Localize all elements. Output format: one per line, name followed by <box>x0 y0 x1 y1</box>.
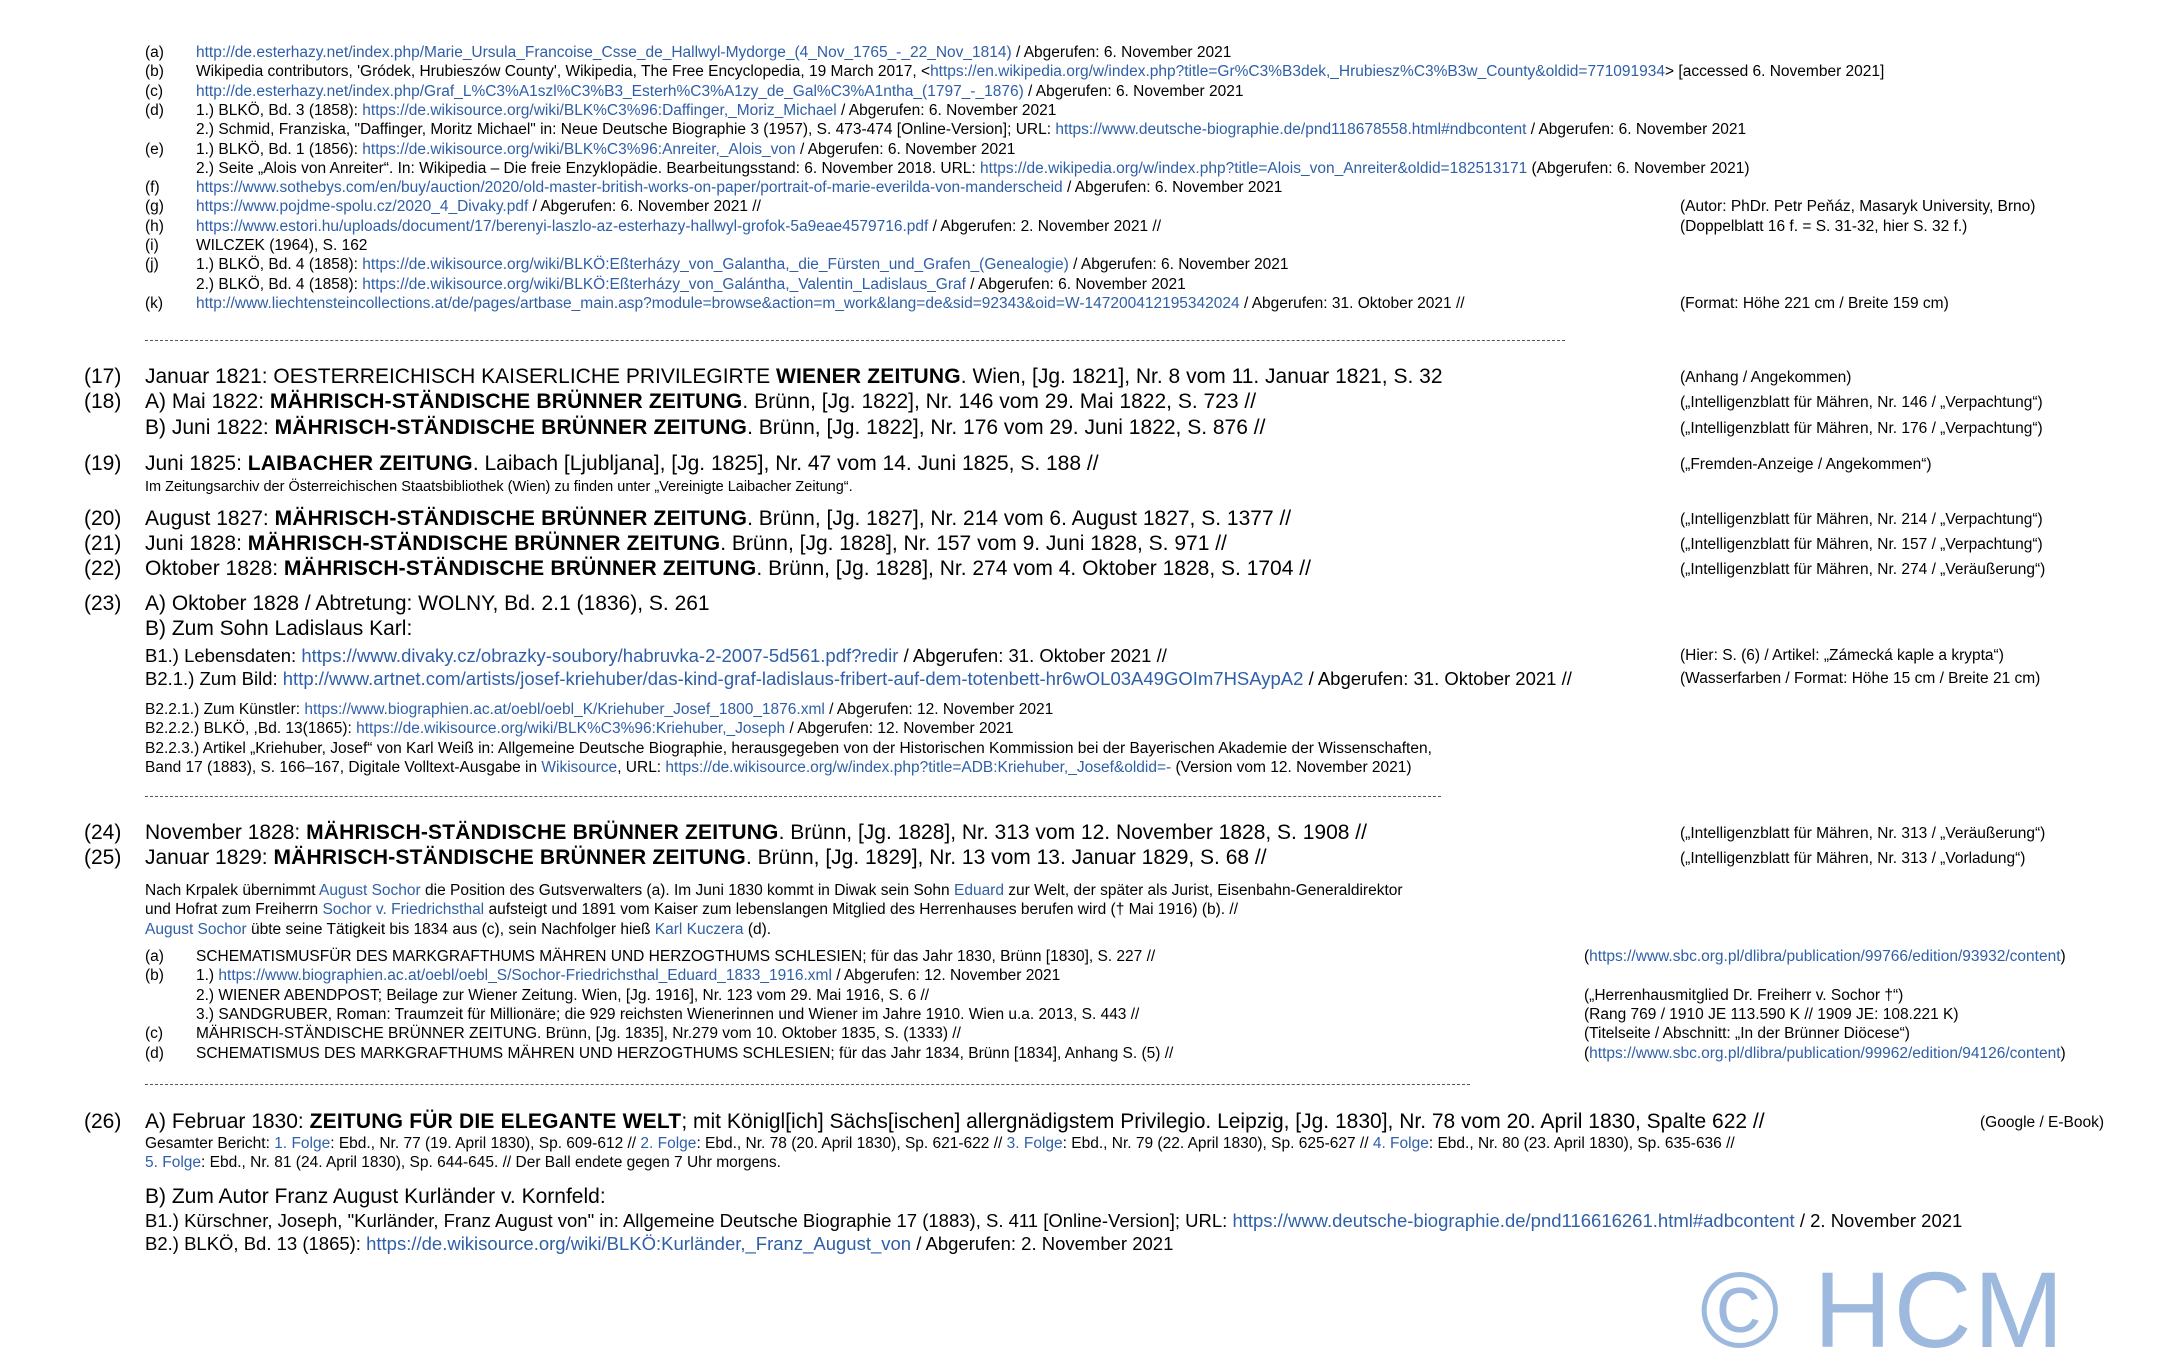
text-run: übte seine Tätigkeit bis 1834 aus (c), sein Nachfolger hieß <box>246 920 655 938</box>
entry-number: (26) <box>84 1110 122 1133</box>
text-run: die Position des Gutsverwalters (a). Im Juni 1830 kommt in Diwak sein Sohn <box>420 882 954 899</box>
footnote-line <box>196 217 1161 236</box>
footnote-line <box>196 120 1746 139</box>
entry-right-note: (Wasserfarben / Format: Höhe 15 cm / Breite 21 cm) <box>1680 670 2041 687</box>
text-run: B2.) BLKÖ, Bd. 13 (1865): <box>145 1233 367 1254</box>
text-run: A) Februar 1830: <box>145 1110 310 1133</box>
text-run: / Abgerufen: 12. November 2021 <box>824 701 1054 718</box>
text-run: Band 17 (1883), S. 166–167, Digitale Volltext-Ausgabe in <box>145 758 542 776</box>
entry-line <box>145 531 1227 557</box>
text-run: / 2. November 2021 <box>1794 1210 1963 1231</box>
entry-right-note: (Anhang / Angekommen) <box>1680 369 1852 386</box>
footnote-line <box>196 275 1186 294</box>
entry-small-line <box>145 758 1412 777</box>
text-run: Nach Krpalek übernimmt <box>145 882 320 899</box>
footnote-right-note: (Autor: PhDr. Petr Peňáz, Masaryk University, Brno) <box>1680 198 2036 216</box>
text-run: . Brünn, [Jg. 1828], Nr. 157 vom 9. Juni 1828, S. 971 // <box>720 532 1227 555</box>
text-run: B2.2.1.) Zum Künstler: <box>145 701 305 718</box>
hyperlink[interactable]: Wikisource <box>541 758 618 776</box>
entry-right-note: (Hier: S. (6) / Artikel: „Zámecká kaple a krypta“) <box>1680 647 2004 664</box>
text-run: / Abgerufen: 6. November 2021 <box>1068 256 1289 274</box>
note-entry-19: Im Zeitungsarchiv der Österreichischen Staatsbibliothek (Wien) zu finden unter „Vereinigte Laibacher Zeitung“. <box>145 479 853 495</box>
hyperlink[interactable]: 4. Folge <box>1372 1135 1429 1152</box>
entry-subline <box>145 1231 1173 1257</box>
text-run: („Herrenhausmitglied Dr. Freiherr v. Sochor †“) <box>1584 986 1904 1004</box>
text-run: zur Welt, der später als Jurist, Eisenbahn-Generaldirektor <box>1003 882 1403 899</box>
newspaper-title: LAIBACHER ZEITUNG <box>247 452 473 475</box>
newspaper-title: MÄHRISCH-STÄNDISCHE BRÜNNER ZEITUNG <box>283 557 757 580</box>
entry-right-note: („Intelligenzblatt für Mähren, Nr. 214 / „Verpachtung“) <box>1680 511 2043 528</box>
text-run: WILCZEK (1964), S. 162 <box>196 237 368 254</box>
hyperlink[interactable]: https://de.wikisource.org/wiki/BLKÖ:Eßterházy_von_Galántha,_Valentin_Ladislaus_Graf <box>362 275 966 293</box>
text-run: 3.) SANDGRUBER, Roman: Traumzeit für Millionäre; die 929 reichsten Wienerinnen und Wiener im Jahre 1910. Wien u.a. 2013, S. 443 // <box>196 1005 1140 1023</box>
text-run: ) <box>2060 1044 2066 1062</box>
text-run: ) <box>2060 948 2066 965</box>
hyperlink[interactable]: https://www.estori.hu/uploads/document/17/berenyi-laszlo-az-esterhazy-hallwyl-grofok-5a9eae4579716.pdf <box>196 217 929 235</box>
text-run: A) Mai 1822: <box>145 390 270 413</box>
footnote-right-note <box>1584 986 1903 1005</box>
hyperlink[interactable]: 1. Folge <box>274 1135 331 1152</box>
entry-line <box>145 415 1265 441</box>
hyperlink[interactable]: https://www.biographien.ac.at/oebl/oebl_K/Kriehuber_Josef_1800_1876.xml <box>304 701 825 718</box>
entry-right-note: („Intelligenzblatt für Mähren, Nr. 146 / „Verpachtung“) <box>1680 394 2043 411</box>
paragraph-line <box>145 920 771 939</box>
text-run: / Abgerufen: 2. November 2021 // <box>928 217 1162 235</box>
hyperlink[interactable]: August Sochor <box>319 882 421 899</box>
text-run: (Version vom 12. November 2021) <box>1171 758 1412 776</box>
hyperlink[interactable]: Eduard <box>953 882 1004 899</box>
hcm-watermark: © HCM <box>1700 1249 2066 1370</box>
text-run: . Brünn, [Jg. 1822], Nr. 146 vom 29. Mai 1822, S. 723 // <box>742 390 1257 413</box>
footnote-label: (g) <box>145 198 164 216</box>
text-run: SCHEMATISMUS DES MARKGRAFTHUMS MÄHREN UND HERZOGTHUMS SCHLESIEN; für das Jahr 1834, Brünn [1834], Anhang S. (5) // <box>196 1044 1174 1062</box>
text-run: . Brünn, [Jg. 1822], Nr. 176 vom 29. Juni 1822, S. 876 // <box>747 416 1266 439</box>
text-run: und Hofrat zum Freiherrn <box>145 901 323 919</box>
text-run: B2.2.3.) Artikel „Kriehuber, Josef“ von Karl Weiß in: Allgemeine Deutsche Biographie, herausgegeben von der Historischen Kommission bei der Bayerischen Akademie der Wissenschaften, <box>145 739 1432 757</box>
entry-line <box>145 616 412 642</box>
entry-line <box>145 451 1099 477</box>
footnote-line <box>196 947 1155 966</box>
hyperlink[interactable]: 3. Folge <box>1006 1135 1063 1152</box>
footnote-line <box>196 140 1015 159</box>
text-run: . Brünn, [Jg. 1828], Nr. 274 vom 4. Oktober 1828, S. 1704 // <box>756 557 1311 580</box>
footnote-right-note <box>1584 1044 2066 1063</box>
hyperlink[interactable]: Karl Kuczera <box>654 920 744 938</box>
hyperlink[interactable]: https://www.sothebys.com/en/buy/auction/2020/old-master-british-works-on-paper/portrait-of-marie-everilda-von-manderscheid <box>196 179 1063 197</box>
entry-small-line <box>145 719 1014 738</box>
entry-right-note: („Intelligenzblatt für Mähren, Nr. 176 / „Verpachtung“) <box>1680 420 2043 437</box>
hyperlink[interactable]: http://de.esterhazy.net/index.php/Marie_Ursula_Francoise_Csse_de_Hallwyl-Mydorge_(4_Nov_1765_-_22_Nov_1814) <box>196 44 1012 61</box>
text-run: SCHEMATISMUSFÜR DES MARKGRAFTHUMS MÄHREN UND HERZOGTHUMS SCHLESIEN; für das Jahr 1830, Brünn [1830], S. 227 // <box>196 948 1156 965</box>
text-run: / Abgerufen: 6. November 2021 <box>795 140 1016 158</box>
footnote-label: (b) <box>145 63 164 81</box>
text-run: . Brünn, [Jg. 1829], Nr. 13 vom 13. Januar 1829, S. 68 // <box>745 846 1267 869</box>
footnote-label: (d) <box>145 1044 164 1062</box>
text-run: 1.) <box>196 967 219 985</box>
text-run: . Laibach [Ljubljana], [Jg. 1825], Nr. 47 vom 14. Juni 1825, S. 188 // <box>472 452 1099 475</box>
text-run: 2.) Seite „Alois von Anreiter“. In: Wikipedia – Die freie Enzyklopädie. Bearbeitungsstand: 6. November 2018. URL: <box>196 159 981 177</box>
text-run: / Abgerufen: 12. November 2021 <box>831 967 1061 985</box>
entry-subline <box>145 1208 1962 1234</box>
footnote-label: (a) <box>145 44 164 61</box>
footnote-right-note: (Doppelblatt 16 f. = S. 31-32, hier S. 32 f.) <box>1680 217 1968 235</box>
footnote-right-note: (Format: Höhe 221 cm / Breite 159 cm) <box>1680 294 1949 312</box>
entry-right-note: (Google / E-Book) <box>1980 1114 2105 1131</box>
text-run: (Rang 769 / 1910 JE 113.590 K // 1909 JE: 108.221 K) <box>1584 1005 1959 1023</box>
text-run: . Brünn, [Jg. 1827], Nr. 214 vom 6. August 1827, S. 1377 // <box>747 507 1292 530</box>
entry-number: (18) <box>84 390 122 413</box>
text-run: / Abgerufen: 31. Oktober 2021 // <box>1303 668 1572 689</box>
text-run: / Abgerufen: 31. Oktober 2021 // <box>898 645 1167 666</box>
footnote-line <box>196 966 1060 985</box>
text-run: Wikipedia contributors, 'Gródek, Hrubieszów County', Wikipedia, The Free Encyclopedia, 19 March 2017, < <box>196 63 931 81</box>
footnote-label: (a) <box>145 948 164 965</box>
text-run: / Abgerufen: 12. November 2021 <box>785 720 1014 738</box>
text-run: (Titelseite / Abschnitt: „In der Brünner Diöcese“) <box>1584 1025 1910 1043</box>
footnote-line <box>196 159 1750 178</box>
text-run: : Ebd., Nr. 78 (20. April 1830), Sp. 621-622 // <box>696 1135 1007 1152</box>
text-run: 1.) BLKÖ, Bd. 3 (1858): <box>196 101 363 119</box>
entry-number: (20) <box>84 507 122 530</box>
text-run: 2.) WIENER ABENDPOST; Beilage zur Wiener Zeitung. Wien, [Jg. 1916], Nr. 123 vom 29. Mai 1916, S. 6 // <box>196 986 930 1004</box>
text-run: (Abgerufen: 6. November 2021) <box>1527 159 1750 177</box>
footnote-right-note <box>1584 1024 1910 1043</box>
text-run: / Abgerufen: 6. November 2021 <box>1062 179 1283 197</box>
footnote-line <box>196 236 367 255</box>
entry-subline <box>145 643 1167 669</box>
entry-number: (23) <box>84 592 122 615</box>
hyperlink[interactable]: https://de.wikipedia.org/w/index.php?title=Alois_von_Anreiter&oldid=182513171 <box>980 159 1528 177</box>
newspaper-title: MÄHRISCH-STÄNDISCHE BRÜNNER ZEITUNG <box>273 846 746 869</box>
newspaper-title: MÄHRISCH-STÄNDISCHE BRÜNNER ZEITUNG <box>269 390 743 413</box>
entry-number: (24) <box>84 821 122 844</box>
footnote-line <box>196 1024 961 1043</box>
footnote-line <box>196 986 929 1005</box>
text-run: Juni 1828: <box>145 532 248 555</box>
entry-subline <box>145 666 1572 692</box>
entry-right-note: („Intelligenzblatt für Mähren, Nr. 157 / „Verpachtung“) <box>1680 536 2043 553</box>
text-run: B1.) Kürschner, Joseph, "Kurländer, Franz August von" in: Allgemeine Deutsche Biographie 17 (1883), S. 411 [Online-Version]; URL: <box>145 1210 1233 1231</box>
entry-line <box>145 820 1367 846</box>
text-run: Gesamter Bericht: <box>145 1135 275 1152</box>
text-run: ( <box>1584 948 1590 965</box>
paragraph-line <box>145 881 1403 900</box>
text-run: B) Zum Sohn Ladislaus Karl: <box>145 617 413 640</box>
hyperlink[interactable]: https://de.wikisource.org/wiki/BLKÖ:Eßterházy_von_Galantha,_die_Fürsten_und_Grafen_(Genealogie) <box>362 256 1069 274</box>
text-run: : Ebd., Nr. 81 (24. April 1830), Sp. 644-645. // Der Ball endete gegen 7 Uhr morgens. <box>201 1154 781 1172</box>
text-run: aufsteigt und 1891 vom Kaiser zum lebenslangen Mitglied des Herrenhauses berufen wird († Mai 1916) (b). // <box>484 901 1239 919</box>
text-run: Januar 1821: OESTERREICHISCH KAISERLICHE PRIVILEGIRTE <box>145 365 776 388</box>
footnote-label: (h) <box>145 217 164 235</box>
text-run: Juni 1825: <box>145 452 248 475</box>
newspaper-title: MÄHRISCH-STÄNDISCHE BRÜNNER ZEITUNG <box>306 821 779 844</box>
footnote-label: (c) <box>145 82 164 100</box>
entry-line <box>145 556 1311 582</box>
hyperlink[interactable]: http://www.artnet.com/artists/josef-kriehuber/das-kind-graf-ladislaus-fribert-auf-dem-totenbett-hr6wOL03A49GOIm7HSAypA2 <box>282 668 1304 689</box>
text-run: > [accessed 6. November 2021] <box>1665 63 1885 81</box>
entry-small-line <box>145 739 1432 758</box>
text-run: : Ebd., Nr. 79 (22. April 1830), Sp. 625-627 // <box>1062 1135 1373 1152</box>
text-run: Oktober 1828: <box>145 557 284 580</box>
footnote-label: (i) <box>145 237 159 254</box>
hyperlink[interactable]: https://de.wikisource.org/wiki/BLK%C3%96:Daffinger,_Moriz_Michael <box>362 101 837 119</box>
entry-right-note: („Intelligenzblatt für Mähren, Nr. 274 / „Veräußerung“) <box>1680 561 2046 578</box>
footnote-line <box>196 1005 1139 1024</box>
entry-number: (19) <box>84 452 122 475</box>
entry-number: (22) <box>84 557 122 580</box>
text-run: B1.) Lebensdaten: <box>145 645 302 666</box>
hyperlink[interactable]: https://www.pojdme-spolu.cz/2020_4_Divaky.pdf <box>196 198 529 216</box>
entry-small-line <box>145 1134 1735 1153</box>
text-run: 2.) BLKÖ, Bd. 4 (1858): <box>196 275 363 293</box>
footnote-right-note <box>1584 1005 1959 1024</box>
hyperlink[interactable]: https://www.divaky.cz/obrazky-soubory/habruvka-2-2007-5d561.pdf?redir <box>301 645 899 666</box>
separator-line <box>145 796 1441 797</box>
hyperlink[interactable]: https://www.deutsche-biographie.de/pnd118678558.html#ndbcontent <box>1055 121 1527 139</box>
hyperlink[interactable]: https://www.sbc.org.pl/dlibra/publication/99766/edition/93932/content <box>1589 948 2061 965</box>
text-run: , URL: <box>617 758 666 776</box>
entry-number: (21) <box>84 532 122 555</box>
text-run: (d). <box>743 920 772 938</box>
text-run: / Abgerufen: 6. November 2021 <box>1011 44 1232 61</box>
entry-line <box>145 1109 1765 1135</box>
text-run: November 1828: <box>145 821 307 844</box>
hyperlink[interactable]: https://www.deutsche-biographie.de/pnd116616261.html#adbcontent <box>1232 1210 1795 1231</box>
footnote-label: (d) <box>145 101 164 119</box>
newspaper-title: WIENER ZEITUNG <box>776 365 961 388</box>
text-run: / Abgerufen: 6. November 2021 <box>965 275 1186 293</box>
entry-line <box>145 364 1443 390</box>
text-run: / Abgerufen: 2. November 2021 <box>911 1233 1174 1254</box>
text-run: 1.) BLKÖ, Bd. 4 (1858): <box>196 256 363 274</box>
hyperlink[interactable]: https://en.wikipedia.org/w/index.php?title=Gr%C3%B3dek,_Hrubiesz%C3%B3w_County&oldid=771091934 <box>930 63 1666 81</box>
text-run: : Ebd., Nr. 80 (23. April 1830), Sp. 635-636 // <box>1428 1135 1735 1152</box>
entry-small-line <box>145 700 1053 719</box>
entry-right-note: („Intelligenzblatt für Mähren, Nr. 313 / „Vorladung“) <box>1680 850 2026 867</box>
text-run: B) Juni 1822: <box>145 416 275 439</box>
hyperlink[interactable]: https://www.sbc.org.pl/dlibra/publication/99962/edition/94126/content <box>1589 1044 2061 1062</box>
entry-right-note: („Intelligenzblatt für Mähren, Nr. 313 / „Veräußerung“) <box>1680 825 2046 842</box>
newspaper-title: MÄHRISCH-STÄNDISCHE BRÜNNER ZEITUNG <box>274 507 748 530</box>
footnote-line <box>196 1044 1173 1063</box>
entry-line <box>145 506 1291 532</box>
text-run: B2.2.2.) BLKÖ, ,Bd. 13(1865): <box>145 720 357 738</box>
entry-number: (25) <box>84 846 122 869</box>
entry-line <box>145 1184 606 1210</box>
footnote-label: (c) <box>145 1025 164 1043</box>
newspaper-title: MÄHRISCH-STÄNDISCHE BRÜNNER ZEITUNG <box>274 416 748 439</box>
entry-small-line <box>145 1153 781 1172</box>
hyperlink[interactable]: https://de.wikisource.org/w/index.php?title=ADB:Kriehuber,_Josef&oldid=- <box>665 758 1172 776</box>
footnote-line <box>196 82 1243 101</box>
text-run: ; mit Königl[ich] Sächs[ischen] allergnädigstem Privilegio. Leipzig, [Jg. 1830], Nr. 78 vom 20. April 1830, Spalte 622 // <box>681 1110 1765 1133</box>
hyperlink[interactable]: https://de.wikisource.org/wiki/BLK%C3%96:Kriehuber,_Joseph <box>356 720 786 738</box>
text-run: / Abgerufen: 31. Oktober 2021 // <box>1239 294 1465 312</box>
text-run: / Abgerufen: 6. November 2021 <box>1526 121 1747 139</box>
newspaper-title: MÄHRISCH-STÄNDISCHE BRÜNNER ZEITUNG <box>247 532 721 555</box>
footnote-line <box>196 255 1289 274</box>
newspaper-title: ZEITUNG FÜR DIE ELEGANTE WELT <box>309 1110 682 1133</box>
hyperlink[interactable]: 5. Folge <box>145 1154 202 1172</box>
separator-line <box>145 1084 1470 1085</box>
text-run: / Abgerufen: 6. November 2021 // <box>528 198 761 216</box>
text-run: 2.) Schmid, Franziska, "Daffinger, Moritz Michael" in: Neue Deutsche Biographie 3 (1957), S. 473-474 [Online-Version]; URL: <box>196 121 1056 139</box>
text-run: B2.1.) Zum Bild: <box>145 668 283 689</box>
footnote-label: (k) <box>145 294 164 312</box>
footnote-label: (b) <box>145 967 164 985</box>
paragraph-line <box>145 900 1238 919</box>
text-run: . Brünn, [Jg. 1828], Nr. 313 vom 12. November 1828, S. 1908 // <box>778 821 1367 844</box>
footnote-label: (f) <box>145 179 160 197</box>
hyperlink[interactable]: https://de.wikisource.org/wiki/BLK%C3%96:Anreiter,_Alois_von <box>362 140 796 158</box>
footnote-right-note <box>1584 947 2066 966</box>
text-run: / Abgerufen: 6. November 2021 <box>836 101 1057 119</box>
hyperlink[interactable]: https://de.wikisource.org/wiki/BLKÖ:Kurländer,_Franz_August_von <box>366 1233 912 1254</box>
text-run: August 1827: <box>145 507 275 530</box>
entry-line <box>145 591 710 617</box>
footnote-line <box>196 178 1282 197</box>
footnote-label: (e) <box>145 140 164 158</box>
text-run: ( <box>1584 1044 1590 1062</box>
text-run: MÄHRISCH-STÄNDISCHE BRÜNNER ZEITUNG. Brünn, [Jg. 1835], Nr.279 vom 10. Oktober 1835, S. (1333) // <box>196 1025 961 1043</box>
text-run: . Wien, [Jg. 1821], Nr. 8 vom 11. Januar 1821, S. 32 <box>960 365 1443 388</box>
entry-right-note: („Fremden-Anzeige / Angekommen“) <box>1680 456 1932 473</box>
text-run: A) Oktober 1828 / Abtretung: WOLNY, Bd. 2.1 (1836), S. 261 <box>145 592 710 615</box>
text-run: B) Zum Autor Franz August Kurländer v. Kornfeld: <box>145 1185 606 1208</box>
footnote-line <box>196 62 1884 81</box>
text-run: Januar 1829: <box>145 846 274 869</box>
hyperlink[interactable]: 2. Folge <box>640 1135 697 1152</box>
hyperlink[interactable]: http://www.liechtensteincollections.at/de/pages/artbase_main.asp?module=browse&action=m_work&lang=de&sid=92343&oid=W-147200412195342024 <box>196 294 1240 312</box>
text-run: / Abgerufen: 6. November 2021 <box>1023 82 1244 100</box>
footnote-line <box>196 197 761 216</box>
footnote-line <box>196 294 1465 313</box>
text-run: 1.) BLKÖ, Bd. 1 (1856): <box>196 140 363 158</box>
hyperlink[interactable]: Sochor v. Friedrichsthal <box>322 901 485 919</box>
hyperlink[interactable]: https://www.biographien.ac.at/oebl/oebl_S/Sochor-Friedrichsthal_Eduard_1833_1916.xml <box>218 967 832 985</box>
hyperlink[interactable]: August Sochor <box>145 920 247 938</box>
text-run: : Ebd., Nr. 77 (19. April 1830), Sp. 609-612 // <box>330 1135 641 1152</box>
hyperlink[interactable]: http://de.esterhazy.net/index.php/Graf_L%C3%A1szl%C3%B3_Esterh%C3%A1zy_de_Gal%C3%A1ntha_(1797_-_1876) <box>196 82 1024 100</box>
footnote-line <box>196 43 1231 62</box>
footnote-line <box>196 101 1056 120</box>
entry-line <box>145 389 1256 415</box>
footnote-label: (j) <box>145 256 159 274</box>
separator-line <box>145 340 1565 341</box>
entry-line <box>145 845 1267 871</box>
entry-number: (17) <box>84 365 122 388</box>
